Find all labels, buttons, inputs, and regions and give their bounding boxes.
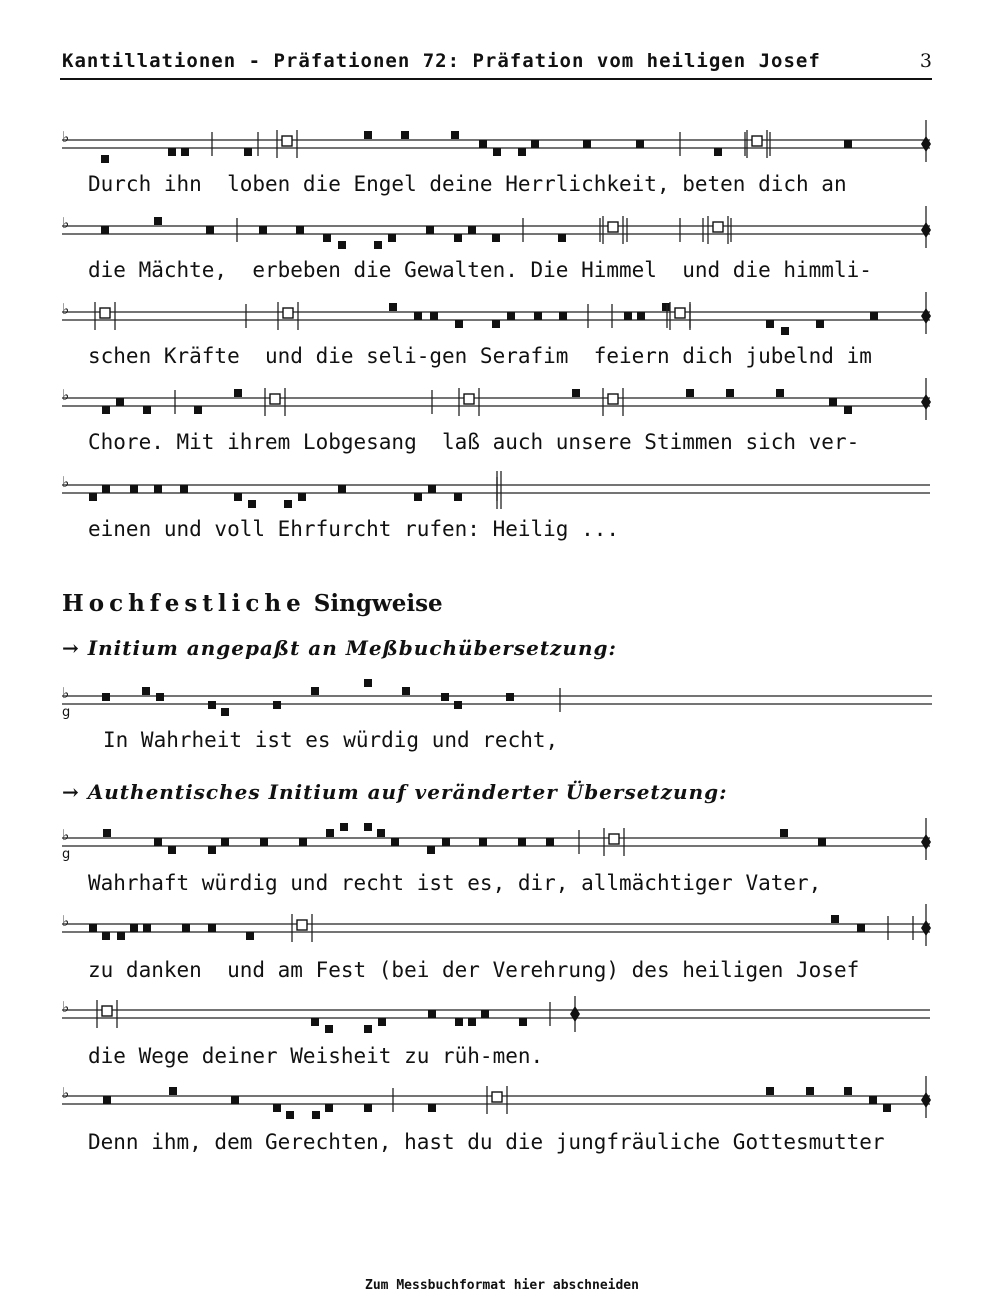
neume <box>441 693 449 701</box>
neume <box>427 846 435 854</box>
neume <box>662 303 670 311</box>
neume <box>766 320 774 328</box>
neume <box>377 829 385 837</box>
neume <box>870 312 878 320</box>
neume <box>454 234 462 242</box>
lyric-line-2: die Mächte, erbeben die Gewalten. Die Himmel und die himmli- <box>88 258 872 282</box>
neume <box>506 693 514 701</box>
neume <box>726 389 734 397</box>
neume-box <box>297 920 307 930</box>
neume <box>299 838 307 846</box>
neume <box>298 493 306 501</box>
neume <box>637 312 645 320</box>
neume <box>531 140 539 148</box>
lyric-line-3: schen Kräfte und die seli-gen Serafim feiern dich jubelnd im <box>88 344 872 368</box>
heading-spaced: Hochfestliche <box>62 590 306 617</box>
flat-clef-icon: ♭ <box>62 998 70 1016</box>
flat-clef-icon: ♭ <box>62 826 70 844</box>
neume <box>154 217 162 225</box>
neume-box <box>609 834 619 844</box>
neume <box>338 241 346 249</box>
neume <box>130 924 138 932</box>
diamond-icon <box>570 1006 580 1022</box>
neume-box <box>713 222 723 232</box>
neume <box>780 829 788 837</box>
page-number: 3 <box>919 50 932 72</box>
neume <box>168 148 176 156</box>
neume <box>518 148 526 156</box>
neume <box>388 234 396 242</box>
neume-box <box>283 308 293 318</box>
neume <box>286 1111 294 1119</box>
neume <box>519 1018 527 1026</box>
neume <box>364 1025 372 1033</box>
lyric-line-1: Durch ihn loben die Engel deine Herrlichkeit, beten dich an <box>88 172 847 196</box>
lyric-line-8: die Wege deiner Weisheit zu rüh-men. <box>88 1044 544 1068</box>
neume-box <box>608 394 618 404</box>
neume-box <box>100 308 110 318</box>
neume <box>546 838 554 846</box>
page-title: Kantillationen - Präfationen 72: Präfation vom heiligen Josef <box>62 50 821 72</box>
diamond-icon <box>921 308 931 324</box>
neume <box>507 312 515 320</box>
neume <box>260 838 268 846</box>
neume <box>766 1087 774 1095</box>
neume <box>454 493 462 501</box>
diamond-icon <box>921 834 931 850</box>
neume <box>776 389 784 397</box>
neume <box>479 140 487 148</box>
neume <box>481 1010 489 1018</box>
neume-box <box>608 222 618 232</box>
neume <box>844 140 852 148</box>
neume <box>231 1096 239 1104</box>
neume <box>714 148 722 156</box>
neume <box>194 406 202 414</box>
neume <box>117 932 125 940</box>
neume <box>468 226 476 234</box>
neume <box>624 312 632 320</box>
neume <box>323 234 331 242</box>
neume <box>102 932 110 940</box>
neume <box>296 226 304 234</box>
diamond-icon <box>921 222 931 238</box>
neume <box>89 493 97 501</box>
neume-box <box>464 394 474 404</box>
neume <box>101 155 109 163</box>
neume <box>430 312 438 320</box>
neume <box>326 829 334 837</box>
neume <box>364 131 372 139</box>
neume-box <box>282 136 292 146</box>
flat-clef-icon: ♭ <box>62 128 70 146</box>
neume <box>221 838 229 846</box>
neume <box>454 701 462 709</box>
arrow-icon: → <box>62 780 80 804</box>
neume <box>479 838 487 846</box>
neume <box>636 140 644 148</box>
neume <box>143 406 151 414</box>
neume <box>493 148 501 156</box>
neume <box>102 485 110 493</box>
neume <box>572 389 580 397</box>
subheading-2-text: Authentisches Initium auf veränderter Übersetzung: <box>87 780 728 804</box>
g-clef-icon: g <box>62 705 71 720</box>
neume <box>103 1096 111 1104</box>
neume <box>389 303 397 311</box>
diamond-icon <box>921 920 931 936</box>
neume <box>442 838 450 846</box>
neume <box>883 1104 891 1112</box>
diamond-icon <box>921 1092 931 1108</box>
neume <box>116 398 124 406</box>
neume <box>340 823 348 831</box>
neume <box>311 1018 319 1026</box>
neume <box>558 234 566 242</box>
neume <box>221 708 229 716</box>
neume <box>492 320 500 328</box>
neume <box>169 1087 177 1095</box>
flat-clef-icon: ♭ <box>62 912 70 930</box>
neume <box>492 234 500 242</box>
neume <box>284 500 292 508</box>
neume <box>426 226 434 234</box>
neume <box>156 693 164 701</box>
neume <box>806 1087 814 1095</box>
neume <box>414 493 422 501</box>
neume <box>154 485 162 493</box>
neume <box>391 838 399 846</box>
neume <box>364 1104 372 1112</box>
neume <box>559 312 567 320</box>
flat-clef-icon: ♭ <box>62 473 70 491</box>
neume <box>428 485 436 493</box>
heading-rest: Singweise <box>313 590 443 617</box>
neume <box>312 1111 320 1119</box>
neume <box>781 327 789 335</box>
neume <box>857 924 865 932</box>
neume-box <box>492 1092 502 1102</box>
section-heading <box>62 590 443 617</box>
neume <box>259 226 267 234</box>
neume <box>102 693 110 701</box>
diamond-icon <box>921 136 931 152</box>
neume-box <box>752 136 762 146</box>
neume <box>248 500 256 508</box>
subheading-1-text: Initium angepaßt an Meßbuchübersetzung: <box>87 636 617 660</box>
neume <box>168 846 176 854</box>
neume <box>234 493 242 501</box>
neume <box>378 1018 386 1026</box>
neume <box>234 389 242 397</box>
neume <box>401 131 409 139</box>
neume <box>244 148 252 156</box>
neume <box>451 131 459 139</box>
neume <box>414 312 422 320</box>
neume <box>829 398 837 406</box>
neume <box>143 924 151 932</box>
neume <box>686 389 694 397</box>
neume <box>534 312 542 320</box>
neume <box>208 701 216 709</box>
lyric-line-6: Wahrhaft würdig und recht ist es, dir, allmächtiger Vater, <box>88 871 822 895</box>
subheading-initium-authentic <box>62 780 727 804</box>
neume-box <box>270 394 280 404</box>
flat-clef-icon: ♭ <box>62 684 70 702</box>
neume <box>325 1104 333 1112</box>
neume <box>182 924 190 932</box>
lyric-line-7: zu danken und am Fest (bei der Verehrung) des heiligen Josef <box>88 958 860 982</box>
neume <box>101 226 109 234</box>
neume <box>428 1010 436 1018</box>
neume <box>831 915 839 923</box>
neume <box>455 1018 463 1026</box>
neume <box>374 241 382 249</box>
neume <box>206 226 214 234</box>
neume <box>89 924 97 932</box>
flat-clef-icon: ♭ <box>62 386 70 404</box>
neume <box>364 679 372 687</box>
neume <box>181 148 189 156</box>
neume <box>818 838 826 846</box>
diamond-icon <box>921 394 931 410</box>
neume <box>208 924 216 932</box>
neume <box>844 406 852 414</box>
arrow-icon: → <box>62 636 80 660</box>
neume <box>102 406 110 414</box>
neume-box <box>102 1006 112 1016</box>
flat-clef-icon: ♭ <box>62 300 70 318</box>
neume <box>518 838 526 846</box>
neume <box>428 1104 436 1112</box>
flat-clef-icon: ♭ <box>62 214 70 232</box>
neume <box>844 1087 852 1095</box>
lyric-initium: In Wahrheit ist es würdig und recht, <box>103 728 559 752</box>
neume <box>583 140 591 148</box>
neume <box>130 485 138 493</box>
neume <box>103 829 111 837</box>
neume <box>246 932 254 940</box>
neume <box>325 1025 333 1033</box>
neume <box>142 687 150 695</box>
neume <box>311 687 319 695</box>
neume <box>869 1096 877 1104</box>
g-clef-icon: g <box>62 847 71 862</box>
neume <box>468 1018 476 1026</box>
neume <box>364 823 372 831</box>
neume <box>273 701 281 709</box>
neume <box>154 838 162 846</box>
neume <box>273 1104 281 1112</box>
subheading-initium-adapted <box>62 636 617 660</box>
neume <box>338 485 346 493</box>
neume <box>455 320 463 328</box>
neume <box>208 846 216 854</box>
neume <box>402 687 410 695</box>
lyric-line-5: einen und voll Ehrfurcht rufen: Heilig ... <box>88 517 620 541</box>
flat-clef-icon: ♭ <box>62 1084 70 1102</box>
neume-box <box>675 308 685 318</box>
cut-line-note: Zum Messbuchformat hier abschneiden <box>365 1278 639 1293</box>
lyric-line-9: Denn ihm, dem Gerechten, hast du die jungfräuliche Gottesmutter <box>88 1130 885 1154</box>
neume <box>816 320 824 328</box>
lyric-line-4: Chore. Mit ihrem Lobgesang laß auch unsere Stimmen sich ver- <box>88 430 860 454</box>
neume <box>180 485 188 493</box>
